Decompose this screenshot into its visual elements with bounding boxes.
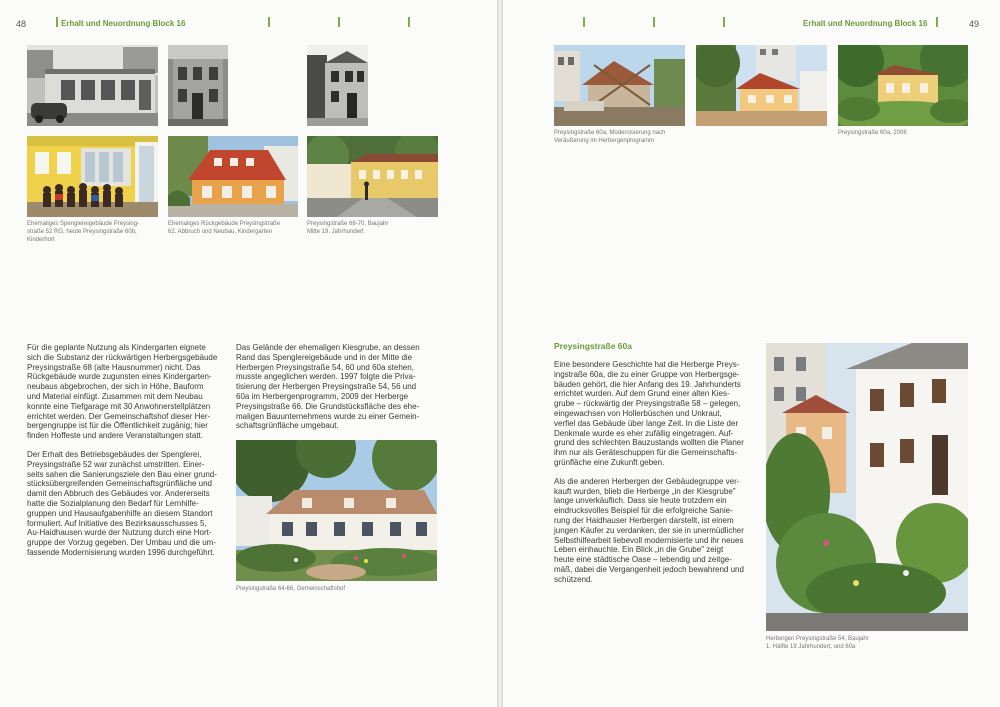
photo-60a-kiesgrube [696,45,827,126]
photo-preysingstrasse-68-70 [307,136,438,217]
caption-preysingstrasse-68-70: Preysingstraße 68-70, Baujahr Mitte 19. Jahrhundert [307,221,389,235]
column-marker [338,17,340,27]
right-text-column [554,341,764,585]
photo-preysingstrasse-old [307,45,368,126]
photo-rueckgebaeude-old [168,45,228,126]
paragraph-kindergarten: Für die geplante Nutzung als Kindergarten eignete sich die Substanz der rückwärtigen Herbergsgebäude Preysingstraße 68 (alte Hausnummer) nicht. Das Rückgebäude wurde zugunsten eines Kindergarten- neubaus abgebrochen, der sich in Höhe, Bauform und Material einfügt. Zusammen mit dem Neubau konnte eine Tiefgarage mit 30 Anwohnerstellplätzen errichtet werden. Der Gemeinschaftshof dieser Her- bergengruppe ist für die Öffentlichkeit zugänig; hier finden Hoffeste und andere Veranstaltungen statt. [27,343,218,441]
photo-spenglerei-old [27,45,158,126]
left-text-column-1 [27,343,232,558]
running-head-marker [936,17,938,27]
caption-kindergarten: Ehemaliges Rückgebäude Preysingstraße 62, Abbruch und Neubau, Kindergarten [168,221,281,235]
paragraph-verkauf: Als die anderen Herbergen der Gebäudegruppe ver- kauft wurden, blieb die Herberge „in der Kiesgrube" lange unverkäuflich. Dass sie heute trotzdem ein eindrucksvolles Beispiel für die erfolgreiche Sanie- rung der Haidhauser Herbergen darstellt, ist einem jungen Käufer zu verdanken, der sie in unermüdlicher Selbsthilfearbeit liebevoll modernisierte und ihr neues Leben einhauchte. Ein Blick „in die Grube" zeigt heute eine städtische Oase – lebendig und zeitge- mäß, dabei die Vergangenheit jedoch bewahrend und schützend. [554,476,744,584]
caption-gemeinschaftshof: Preysingstraße 64-66, Gemeinschaftshof [236,586,346,592]
left-text-column-2 [236,343,441,431]
right-page [503,0,1000,707]
page-number-right: 49 [969,19,980,29]
running-head-left: Erhalt und Neuordnung Block 16 [61,19,186,28]
photo-gemeinschaftshof [236,440,437,581]
column-marker [268,17,270,27]
section-title: Preysingstraße 60a [554,341,632,351]
photo-herbergen-54-60a [766,343,968,631]
paragraph-spenglerei: Der Erhalt des Betriebsgebäudes der Spenglerei, Preysingstraße 52 war zunächst umstritten. Einer- seits sahen die Sanierungsziele den Bau einer grund- stücksübergreifenden Gemeinschaftsgrünfläche und damit den Abbruch des Gebäudes vor. Andererseits hatte die Sozialplanung den Bedarf für Lernhilfe- gruppen und Hausaufgabenhilfe an diesem Standort formuliert. Auf Initiative des Bezirksausschusses 5, Au-Haidhausen wurde der Nutzung durch eine Hort- gruppe der Vorzug gegeben. Der Umbau und die um- fassende Modernisierung wurden 1996 durchgeführt. [27,449,217,557]
page-number-left: 48 [16,19,27,29]
caption-60a-renovation: Preysingstraße 60a, Modernisierung nach Veräußerung im Herbergenprogramm [554,130,666,144]
left-page [0,0,497,707]
column-marker [583,17,585,27]
paragraph-kiesgrube: Das Gelände der ehemaligen Kiesgrube, an dessen Rand das Spenglereigebäude und in der Mitte die Herbergen Preysingstraße 54, 60 und 60a stehen, musste angeglichen werden. 1997 folgte die Priva- tisierung der Herbergen Preysingstraße 54, 56 und 60a im Herbergenprogramm, 2009 der Herberge Preysingstraße 66. Die Grundstücksfläche des ehe- maligen Bauunternehmens wurde zu einer Gemein- schaftsgrünfläche umgebaut. [236,343,420,431]
caption-60a-2006: Preysingstraße 60a, 2006 [838,130,907,136]
column-marker [723,17,725,27]
caption-herbergen-54-60a: Herbergen Preysingstraße 54, Baujahr 1. Hälfte 19 Jahrhundert, und 60a [766,636,869,650]
photo-kindergarten [168,136,298,217]
photo-60a-renovation [554,45,685,126]
column-marker [653,17,655,27]
caption-kinderhort: Ehemaliges Spenglereigebäude Preysing- straße 52 RG, heute Preysingstraße 60b, Kinderhort [27,221,140,243]
paragraph-geschichte: Eine besondere Geschichte hat die Herberge Preys- ingstraße 60a, die zu einer Gruppe von Herbergsge- bäuden gehört, die hier Anfang des 19. Jahrhunderts errichtet wurden. Auf dem Grund einer alten Kies- grube – rückwärtig der Preysingstraße 58 – gelegen, eingewachsen von Hollerbüschen und Unkraut, verfiel das Gebäude über lange Zeit. In die Liste der Denkmale wurde es eher zufällig eingetragen. Auf- grund des schlechten Bauzustands wollten die Planer ihm nur als Geräteschuppen für die Gemeinschafts- grünfläche eine Zukunft geben. [554,360,744,467]
photo-kinderhort [27,136,158,217]
running-head-marker [56,17,58,27]
photo-60a-2006 [838,45,968,126]
running-head-right: Erhalt und Neuordnung Block 16 [803,19,928,28]
column-marker [408,17,410,27]
